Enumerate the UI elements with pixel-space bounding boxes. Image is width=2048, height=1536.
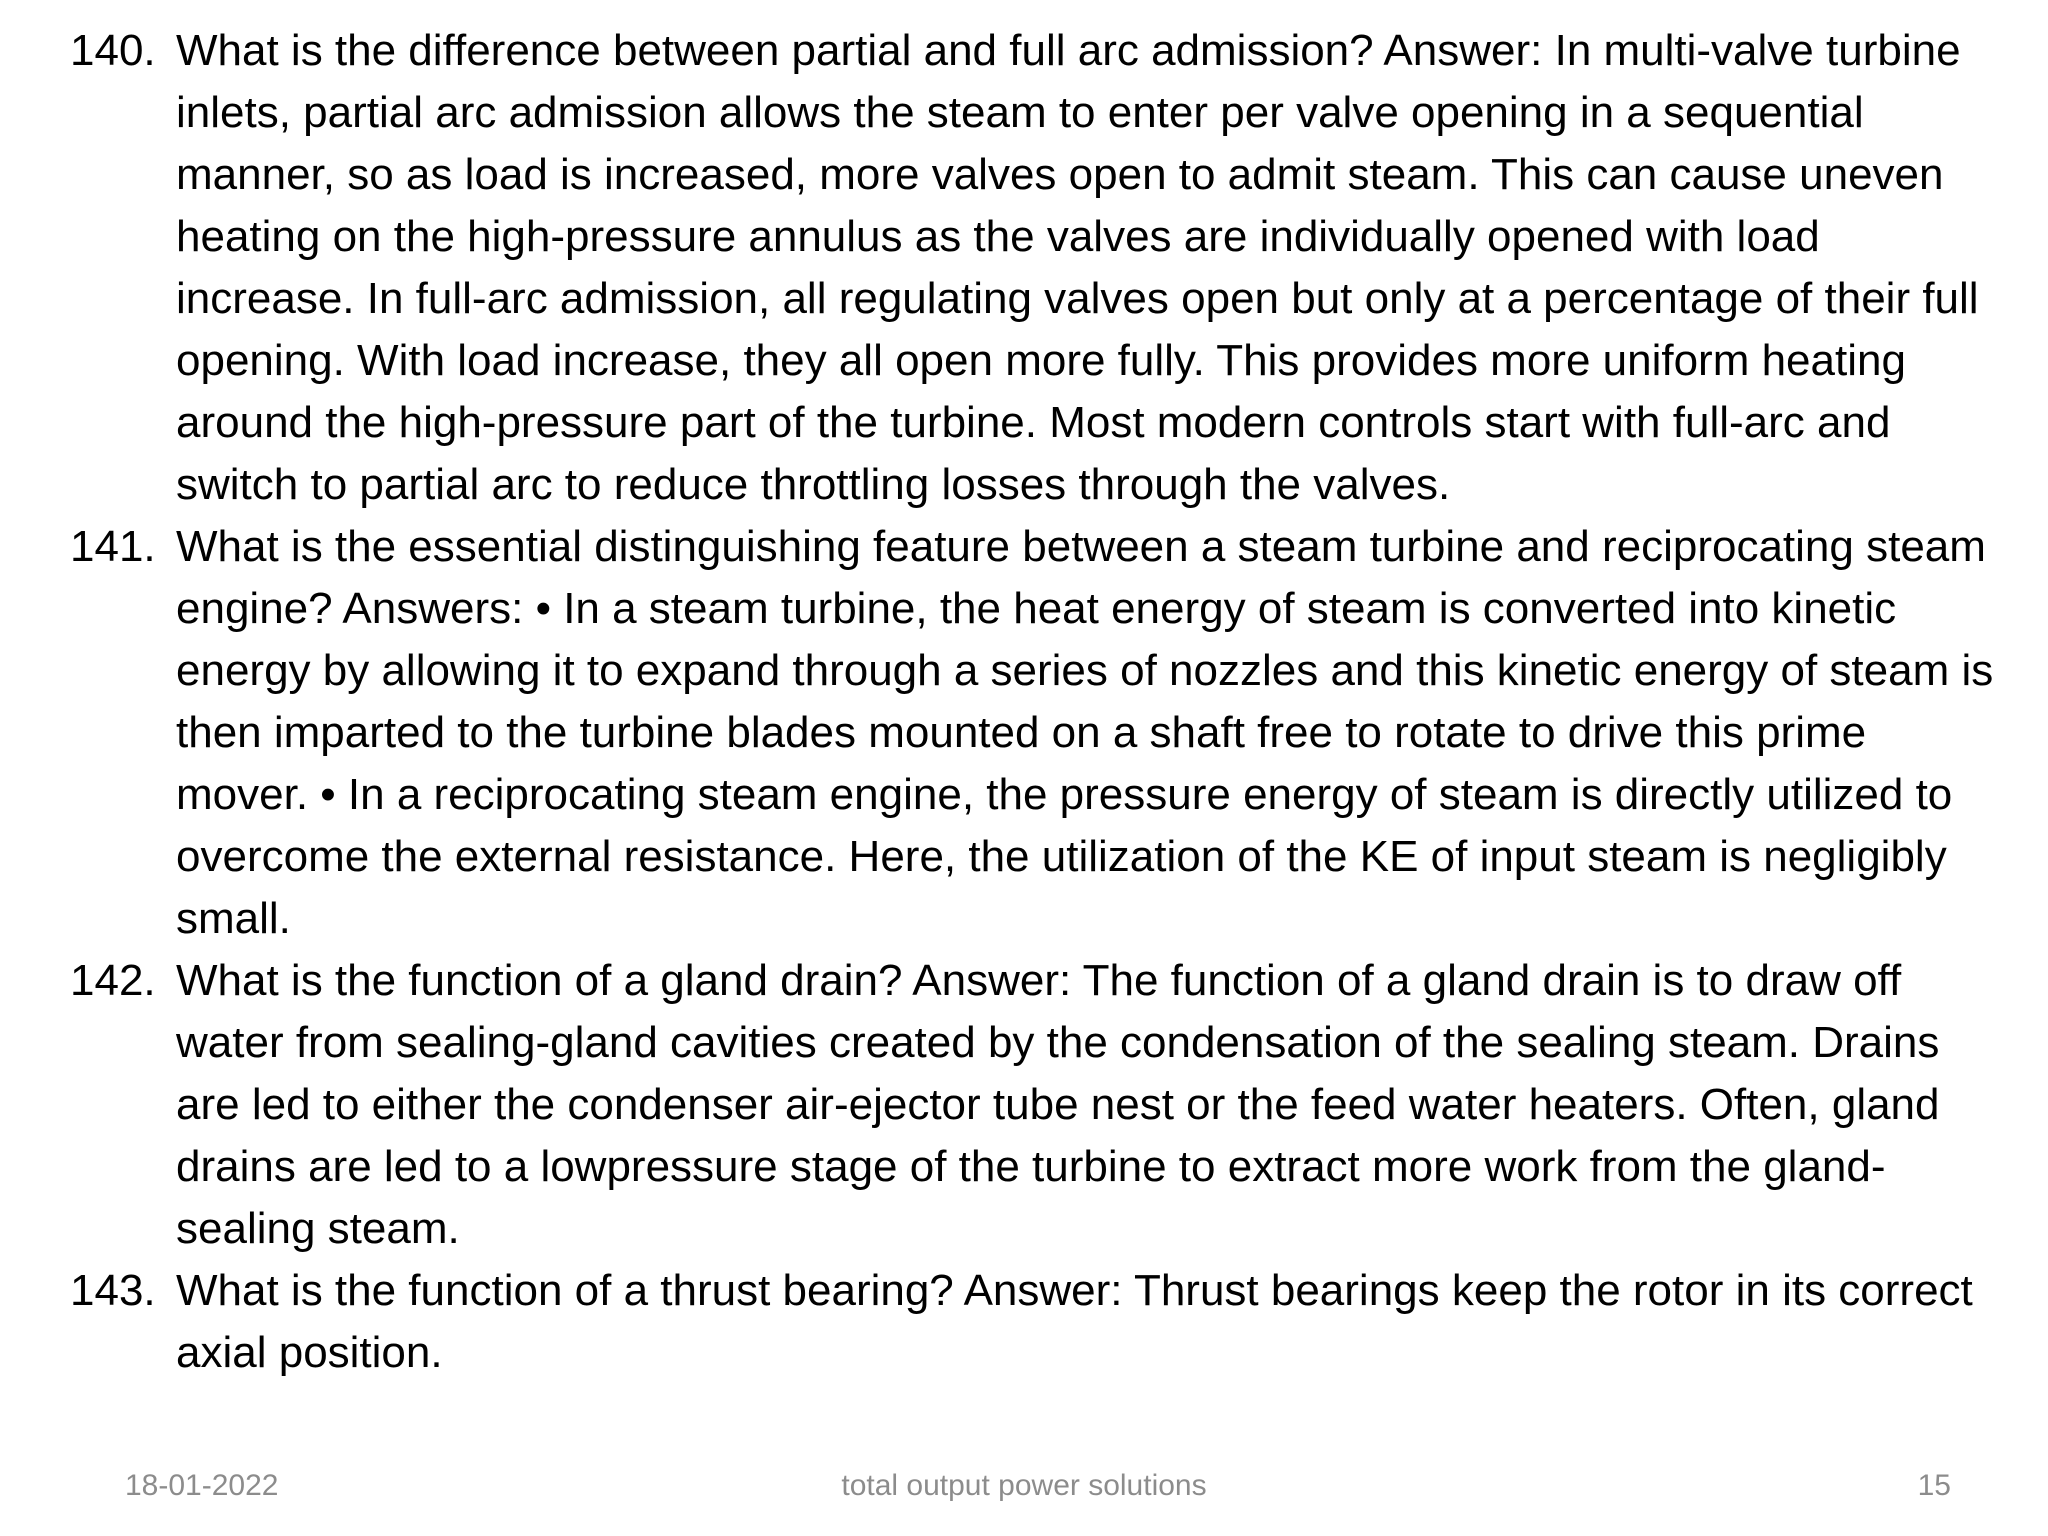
item-number: 140. — [70, 26, 156, 75]
list-item — [70, 1260, 2000, 1384]
qa-list — [70, 20, 2000, 1384]
item-text: What is the function of a thrust bearing? Answer: Thrust bearings keep the rotor in its correct axial position. — [176, 1266, 1973, 1377]
item-text: What is the function of a gland drain? Answer: The function of a gland drain is to draw off water from sealing-gland cavities created by the condensation of the sealing steam. Drains are led to either the condenser air-ejector tube nest or the feed water heaters. Often, gland drains are led to a lowpressure stage of the turbine to extract more work from the gland-sealing steam. — [176, 956, 1940, 1253]
item-text: What is the difference between partial and full arc admission? Answer: In multi-valve turbine inlets, partial arc admission allows the steam to enter per valve opening in a sequential manner, so as load is increased, more valves open to admit steam. This can cause uneven heating on the high-pressure annulus as the valves are individually opened with load increase. In full-arc admission, all regulating valves open but only at a percentage of their full opening. With load increase, they all open more fully. This provides more uniform heating around the high-pressure part of the turbine. Most modern controls start with full-arc and switch to partial arc to reduce throttling losses through the valves. — [176, 26, 1979, 509]
item-number: 143. — [70, 1266, 156, 1315]
footer-date: 18-01-2022 — [125, 1469, 279, 1502]
item-number: 142. — [70, 956, 156, 1005]
list-item — [70, 20, 2000, 516]
list-item — [70, 516, 2000, 950]
page-number: 15 — [1917, 1469, 1951, 1502]
list-item — [70, 950, 2000, 1260]
item-text: What is the essential distinguishing feature between a steam turbine and reciprocating steam engine? Answers: • In a steam turbine, the heat energy of steam is converted into kinetic energy by allowing it to expand through a series of nozzles and this kinetic energy of steam is then imparted to the turbine blades mounted on a shaft free to rotate to drive this prime mover. • In a reciprocating steam engine, the pressure energy of steam is directly utilized to overcome the external resistance. Here, the utilization of the KE of input steam is negligibly small. — [176, 522, 1994, 943]
footer-title: total output power solutions — [841, 1469, 1207, 1502]
item-number: 141. — [70, 522, 156, 571]
